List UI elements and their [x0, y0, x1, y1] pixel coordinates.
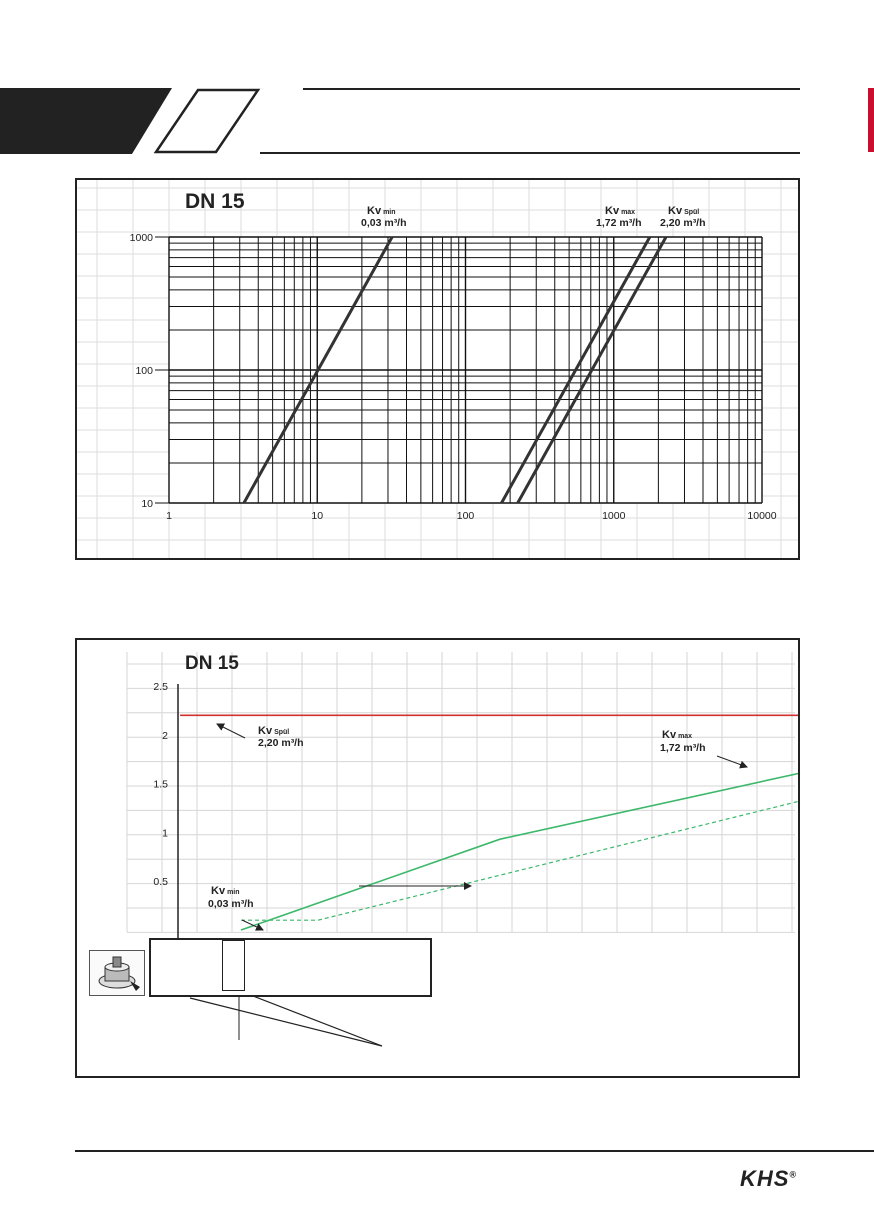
y-tick-label: 100: [135, 365, 153, 377]
chart-title: DN 15: [185, 190, 245, 213]
flow-chart: [77, 640, 798, 1076]
valve-thumbnail-image: [89, 950, 145, 996]
y-tick-label: 1000: [129, 232, 153, 244]
svg-text:Kvmin: Kv min: [211, 885, 240, 897]
section-tab-outline: [156, 90, 258, 152]
red-margin-marker: [868, 88, 874, 152]
svg-text:1,72 m³/h: 1,72 m³/h: [660, 742, 706, 754]
svg-text:2,20 m³/h: 2,20 m³/h: [258, 737, 304, 749]
footer-rule: [75, 1150, 874, 1152]
section-tab-graphic: [0, 88, 262, 158]
annotation-kv-min: [361, 205, 407, 229]
valve-scale-box: [149, 938, 432, 997]
annotation-kv-spuel: [660, 205, 706, 229]
plot-grid: [169, 237, 762, 503]
valve-position-window: [222, 940, 245, 991]
y-tick-label: 10: [141, 498, 153, 510]
y-tick-label: 2: [162, 729, 168, 742]
series-line: [241, 775, 798, 920]
tick-labels: [153, 681, 168, 888]
x-tick-label: 10000: [747, 510, 777, 522]
header-rule-bottom: [260, 152, 800, 154]
annotation-kv-max: [660, 729, 706, 754]
y-tick-label: 1: [162, 827, 168, 840]
valve-callout-lines: [190, 990, 382, 1046]
svg-text:0,03 m³/h: 0,03 m³/h: [208, 898, 254, 910]
arrow-kv-spuel: [217, 724, 245, 738]
svg-text:KvSpül: Kv Spül: [668, 205, 700, 217]
svg-text:KvSpül: Kv Spül: [258, 725, 290, 737]
chart-title: DN 15: [185, 653, 239, 674]
y-tick-label: 2.5: [153, 681, 168, 693]
x-tick-label: 10: [311, 510, 324, 522]
x-tick-label: 100: [456, 510, 475, 522]
header-rule-top: [303, 88, 800, 90]
khs-logo: KHS®: [740, 1166, 798, 1191]
svg-text:2,20 m³/h: 2,20 m³/h: [660, 217, 706, 229]
svg-text:Kvmax: Kv max: [662, 729, 693, 741]
series-line: [241, 762, 798, 930]
annotation-kv-min: [208, 885, 254, 910]
svg-text:Kvmin: Kv min: [367, 205, 396, 217]
y-tick-label: 1.5: [153, 778, 168, 791]
svg-text:0,03 m³/h: 0,03 m³/h: [361, 217, 407, 229]
section-tab-filled: [0, 88, 172, 154]
x-tick-label: 1000: [602, 510, 626, 522]
log-log-chart: [77, 180, 798, 558]
y-tick-label: 0.5: [153, 876, 168, 889]
annotation-kv-max: [596, 205, 642, 229]
x-tick-label: 1: [166, 510, 172, 522]
svg-text:1,72 m³/h: 1,72 m³/h: [596, 217, 642, 229]
annotation-kv-spuel: [258, 725, 304, 749]
svg-text:Kvmax: Kv max: [605, 205, 636, 217]
